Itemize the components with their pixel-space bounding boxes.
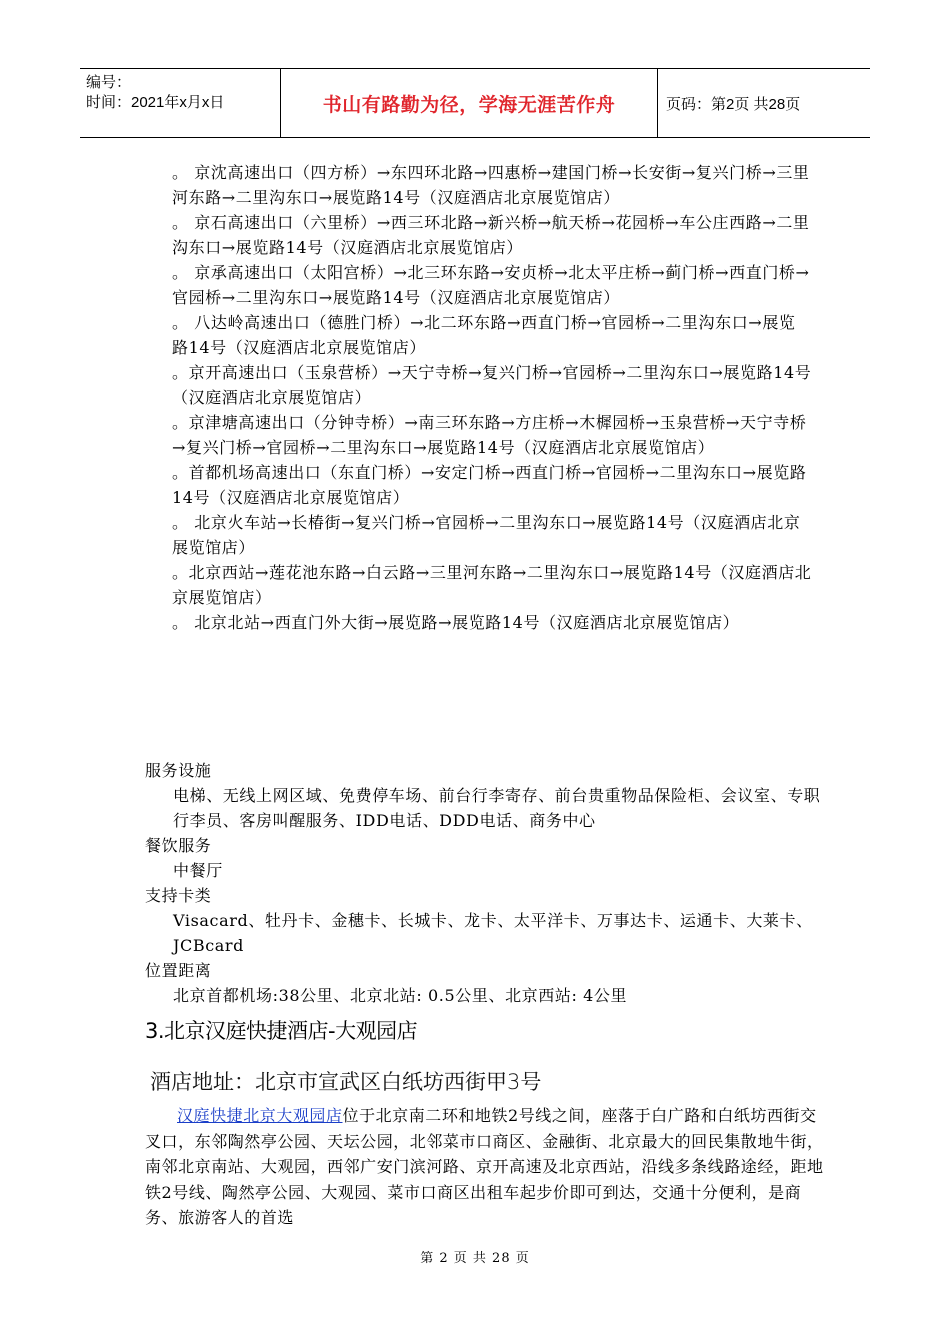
- document-number-label: 编号：: [86, 74, 132, 91]
- document-time-label: 时间：2021年x月x日: [86, 94, 225, 111]
- route-item: 。首都机场高速出口（东直门桥）→安定门桥→西直门桥→官园桥→二里沟东口→展览路14号（汉庭酒店北京展览馆店）: [172, 463, 807, 507]
- header-table: [80, 68, 870, 138]
- hotel-info-sections: [145, 758, 825, 1008]
- header-page-cell: [658, 69, 870, 137]
- cards-body: Visacard、牡丹卡、金穗卡、长城卡、龙卡、太平洋卡、万事达卡、运通卡、大莱卡、JCBcard: [173, 911, 813, 955]
- header-left-cell: [80, 69, 281, 137]
- hotel-section-title: 3.北京汉庭快捷酒店-大观园店: [145, 1019, 418, 1043]
- page-footer: 第 2 页 共 28 页: [420, 1251, 530, 1266]
- hotel-intro-link[interactable]: 汉庭快捷北京大观园店: [177, 1106, 343, 1125]
- services-heading: 服务设施: [145, 761, 212, 780]
- route-item: 。 京石高速出口（六里桥）→西三环北路→新兴桥→航天桥→花园桥→车公庄西路→二里沟东口→展览路14号（汉庭酒店北京展览馆店）: [172, 213, 810, 257]
- services-body: 电梯、无线上网区域、免费停车场、前台行李寄存、前台贵重物品保险柜、会议室、专职行李员、客房叫醒服务、IDD电话、DDD电话、商务中心: [173, 786, 821, 830]
- route-item: 。京津塘高速出口（分钟寺桥）→南三环东路→方庄桥→木樨园桥→玉泉营桥→天宁寺桥→复兴门桥→官园桥→二里沟东口→展览路14号（汉庭酒店北京展览馆店）: [172, 413, 807, 457]
- route-item: 。北京西站→莲花池东路→白云路→三里河东路→二里沟东口→展览路14号（汉庭酒店北京展览馆店）: [172, 563, 812, 607]
- hotel-intro-paragraph: [145, 1103, 825, 1231]
- distance-body: 北京首都机场:38公里、北京北站: 0.5公里、北京西站: 4公里: [173, 986, 628, 1005]
- hotel-intro-text: 位于北京南二环和地铁2号线之间，座落于白广路和白纸坊西街交叉口，东邻陶然亭公园、天坛公园，北邻菜市口商区、金融街、北京最大的回民集散地牛街，南邻北京南站、大观园，西邻广安门滨河路、京开高速及北京西站，沿线多条线路途经，距地铁2号线、陶然亭公园、大观园、菜市口商区出租车起步价即可到达，交通十分便利，是商务、旅游客人的首选: [145, 1106, 824, 1227]
- header-page-code: 页码：第2页 共28页: [666, 95, 801, 113]
- route-item: 。 京承高速出口（太阳宫桥）→北三环东路→安贞桥→北太平庄桥→蓟门桥→西直门桥→官园桥→二里沟东口→展览路14号（汉庭酒店北京展览馆店）: [172, 263, 810, 307]
- dining-heading: 餐饮服务: [145, 836, 212, 855]
- route-item: 。 八达岭高速出口（德胜门桥）→北二环东路→西直门桥→官园桥→二里沟东口→展览路14号（汉庭酒店北京展览馆店）: [172, 313, 796, 357]
- route-item: 。 北京北站→西直门外大街→展览路→展览路14号（汉庭酒店北京展览馆店）: [172, 613, 740, 632]
- route-item: 。 北京火车站→长椿街→复兴门桥→官园桥→二里沟东口→展览路14号（汉庭酒店北京展览馆店）: [172, 513, 801, 557]
- hotel-address: 酒店地址：北京市宣武区白纸坊西街甲3号: [150, 1070, 542, 1094]
- route-item: 。 京沈高速出口（四方桥）→东四环北路→四惠桥→建国门桥→长安街→复兴门桥→三里河东路→二里沟东口→展览路14号（汉庭酒店北京展览馆店）: [172, 163, 810, 207]
- route-list: [172, 160, 812, 635]
- header-motto: 书山有路勤为径，学海无涯苦作舟: [322, 93, 616, 116]
- dining-body: 中餐厅: [173, 861, 223, 880]
- header-motto-cell: [281, 69, 658, 137]
- cards-heading: 支持卡类: [145, 886, 212, 905]
- route-item: 。京开高速出口（玉泉营桥）→天宁寺桥→复兴门桥→官园桥→二里沟东口→展览路14号（汉庭酒店北京展览馆店）: [172, 363, 812, 407]
- distance-heading: 位置距离: [145, 961, 212, 980]
